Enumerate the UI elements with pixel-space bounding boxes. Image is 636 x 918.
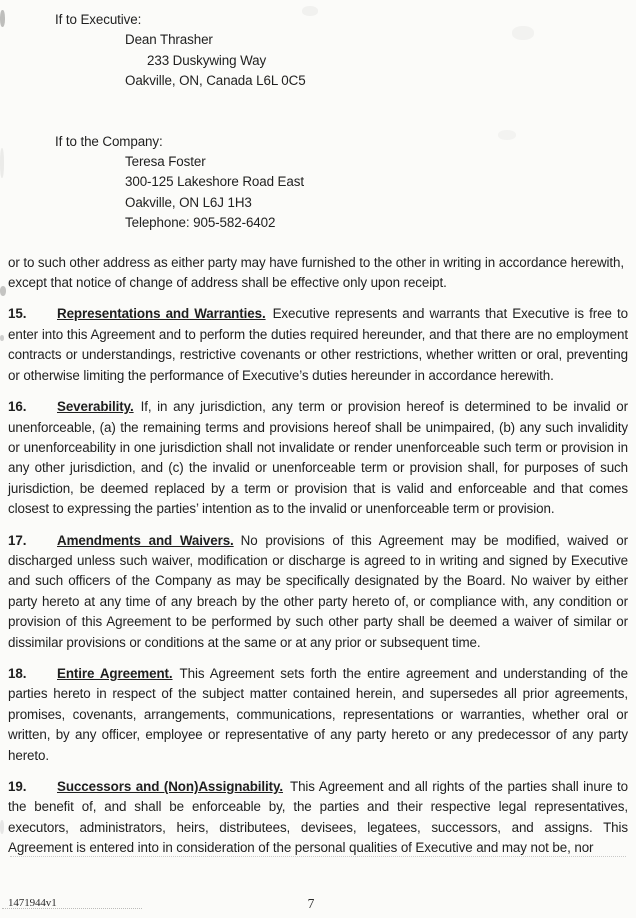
scan-smudge [302,6,318,16]
section-15 [8,304,628,386]
scan-artifact-line [2,908,142,909]
section-16 [8,397,628,519]
section-title: Severability. [57,399,134,415]
section-title: Entire Agreement. [57,665,173,681]
section-title: Amendments and Waivers. [57,532,234,548]
section-number: 17. [8,532,27,548]
section-body: Executive represents and warrants that Executive is free to enter into this Agreement and to perform the duties required hereunder, and that there are no employment contracts or understandings, restrictive covenants or other restrictions, whether written or oral, preventing or otherwise limiting the performance of Executive’s duties hereunder in accordance herewith. [8,306,628,383]
address-line: Dean Thrasher [125,32,213,48]
address-block [8,152,628,234]
notice-block-company [8,132,628,234]
section-18 [8,664,628,766]
section-19 [8,777,628,859]
scan-smudge [498,130,516,140]
section-number: 19. [8,779,27,794]
scan-smudge [0,335,4,341]
section-body: This Agreement sets forth the entire agreement and understanding of the parties hereto in respect of the subject matter contained herein, and supersedes all prior agreements, promises, covenants, arrangements, communications, representations or warranties, whether oral or written, by any officer, employee or representative of any party hereto or any predecessor of any party hereto. [8,665,628,763]
section-body: If, in any jurisdiction, any term or provision hereof is determined to be invalid or unenforceable, (a) the remaining terms and provisions hereof shall be unimpaired, (b) any such invalidity or unenforceability in one jurisdiction shall not invalidate or render unenforceable such term or provision in any other jurisdiction, and (c) the invalid or unenforceable term or provision shall, for purposes of such jurisdiction, be deemed replaced by a term or provision that is valid and enforceable and that comes closest to expressing the parties’ intention as to the invalid or unenforceable term or provision. [8,399,628,517]
address-line: Teresa Foster [125,154,206,170]
scan-smudge [0,148,4,178]
section-17 [8,531,628,653]
section-number: 18. [8,665,27,681]
scan-smudge [0,820,4,834]
address-line: 233 Duskywing Way [147,52,267,68]
footer-page-number: 7 [307,896,315,911]
address-line: Oakville, ON, Canada L6L 0C5 [125,73,306,89]
address-block [8,30,628,91]
notice-label: If to the Company: [55,133,163,149]
section-body: This Agreement and all rights of the parties shall inure to the benefit of, and shall be enforceable by, the parties and their respective legal representatives, executors, administrators, heirs, distributees, devisees, legatees, successors, and assigns. This Agreement is entered into in consideration of the personal qualities of Executive and may not be, nor [8,779,629,856]
scan-smudge [0,10,5,27]
footer-doc-id: 1471944v1 [8,897,57,909]
scan-smudge [512,26,534,40]
address-line: Oakville, ON L6J 1H3 [125,194,252,210]
notice-block-executive [8,10,628,92]
scan-smudge [0,286,6,296]
scan-artifact-line [10,856,626,857]
address-line: Telephone: 905-582-6402 [125,215,276,231]
continuation-paragraph: or to such other address as either party may have furnished to the other in writing in accordance herewith, except that notice of change of address shall be effective only upon receipt. [8,254,625,291]
address-line: 300-125 Lakeshore Road East [125,174,304,190]
section-title: Representations and Warranties. [57,306,266,322]
section-body: No provisions of this Agreement may be modified, waived or discharged unless such waiver, modification or discharge is agreed to in writing and signed by Executive and such officers of the Company as may be specifically designated by the Board. No waiver by either party hereto at any time of any breach by the other party hereto of, or compliance with, any condition or provision of this Agreement to be performed by such other party shall be deemed a waiver of similar or dissimilar provisions or conditions at the same or at any prior or subsequent time. [8,532,628,650]
section-number: 16. [8,399,27,415]
section-number: 15. [8,306,27,322]
notice-label: If to Executive: [55,12,142,27]
section-title: Successors and (Non)Assignability. [57,779,283,794]
